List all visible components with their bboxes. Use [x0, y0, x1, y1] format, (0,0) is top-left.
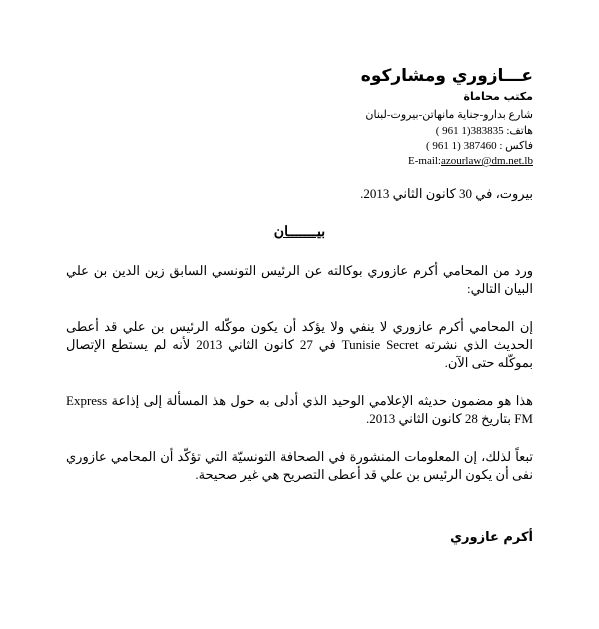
paragraph-conclusion: تبعاً لذلك، إن المعلومات المنشورة في الصحافة التونسيّة التي تؤكّد أن المحامي عازوري نفى أن يكون الرئيس بن علي قد أعطى التصريح هي غير صحيحة. — [66, 449, 533, 482]
firm-email — [408, 154, 533, 168]
firm-name: عـــازوري ومشاركوه — [360, 66, 533, 86]
signature: أكرم عازوري — [450, 530, 533, 545]
firm-address: شارع بدارو-جناية مانهاتن-بيروت-لبنان — [365, 109, 533, 121]
document-title-text: بيـــــــان — [273, 225, 326, 240]
email-address: azourlaw@dm.net.lb — [441, 155, 533, 167]
email-label: E-mail: — [408, 155, 441, 167]
paragraph-interview: هذا هو مضمون حديثه الإعلامي الوحيد الذي أدلى به حول هذ المسألة إلى إذاعة Express FM بتاريخ 28 كانون الثاني 2013. — [66, 393, 533, 426]
document-title — [0, 224, 599, 241]
firm-fax: فاكس : 387460 (1 961 ) — [425, 140, 533, 152]
firm-phone: هاتف: 383835(1 961 ) — [435, 125, 533, 137]
paragraph-statement: إن المحامي أكرم عازوري لا ينفي ولا يؤكد أن يكون موكّله الرئيس بن علي قد أعطى الحديث الذي نشرته Tunisie Secret في 27 كانون الثاني 2013 لأنه لم يستطع الإتصال بموكّله حتى الآن. — [66, 319, 533, 370]
date-line: بيروت، في 30 كانون الثاني 2013. — [360, 186, 533, 201]
firm-subtitle: مكتب محاماة — [463, 90, 533, 103]
paragraph-intro: ورد من المحامي أكرم عازوري بوكالته عن الرئيس التونسي السابق زين الدين بن علي البيان التالي: — [66, 263, 533, 296]
